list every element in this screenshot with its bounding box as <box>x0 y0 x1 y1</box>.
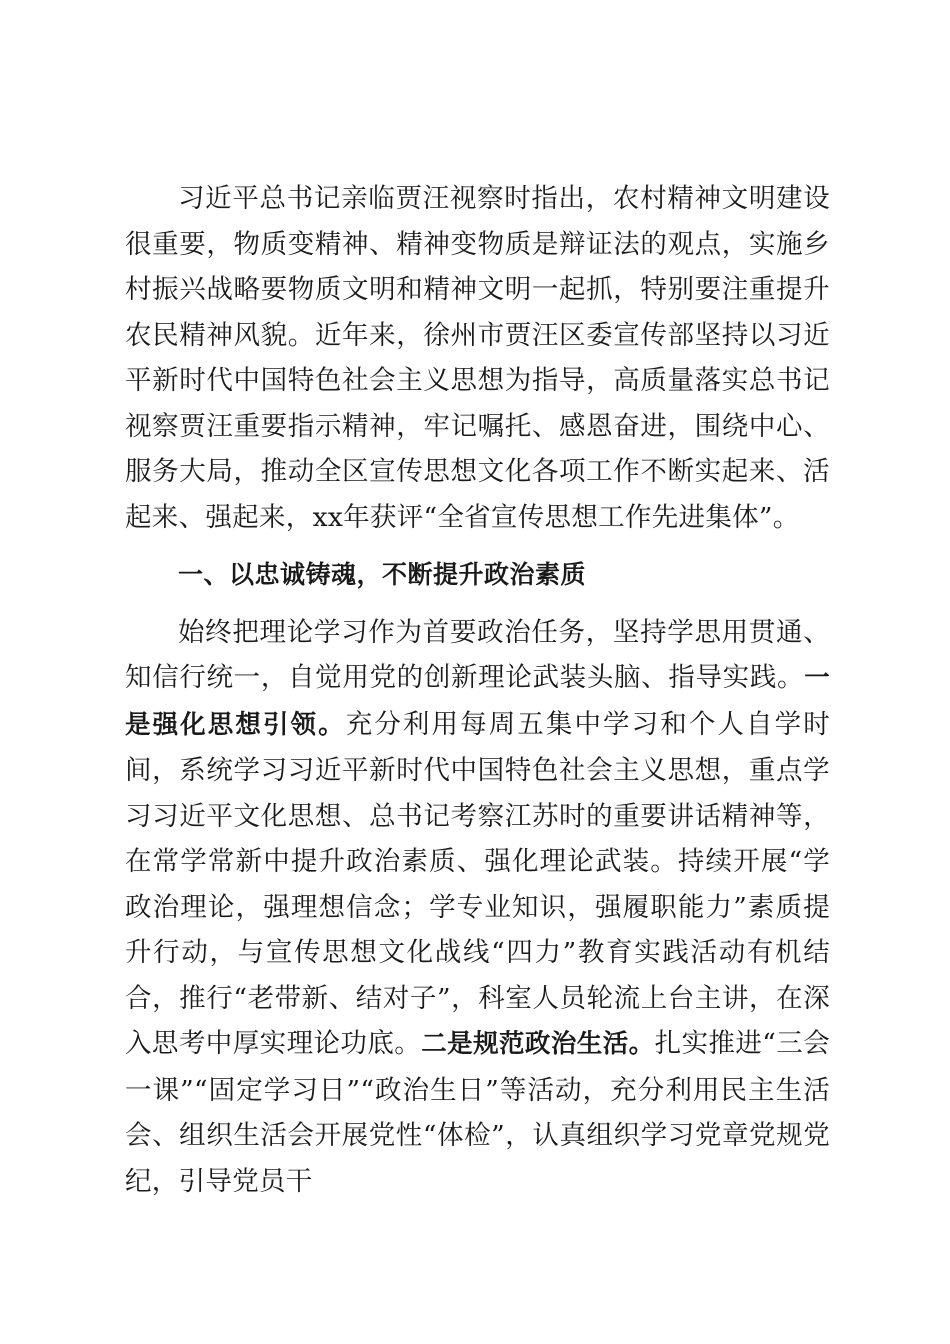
intro-paragraph: 习近平总书记亲临贾汪视察时指出，农村精神文明建设很重要，物质变精神、精神变物质是辩证法的观点，实施乡村振兴战略要物质文明和精神文明一起抓，特别要注重提升农民精神风貌。近年来，徐州市贾汪区委宣传部坚持以习近平新时代中国特色社会主义思想为指导，高质量落实总书记视察贾汪重要指示精神，牢记嘱托、感恩奋进，围绕中心、服务大局，推动全区宣传思想文化各项工作不断实起来、活起来、强起来，xx年获评“全省宣传思想工作先进集体”。 <box>125 183 830 533</box>
point-two-text: 扎实推进“三会一课”“固定学习日”“政治生日”等活动，充分利用民主生活会、组织生活会开展党性“体检”，认真组织学习党章党规党纪，引导党员干 <box>125 1028 830 1197</box>
point-one-text: 充分利用每周五集中学习和个人自学时间，系统学习习近平新时代中国特色社会主义思想，重点学习习近平文化思想、总书记考察江苏时的重要讲话精神等，在常学常新中提升政治素质、强化理论武装。持续开展“学政治理论，强理想信念；学专业知识，强履职能力”素质提升行动，与宣传思想文化战线“四力”教育实践活动有机结合，推行“老带新、结对子”，科室人员轮流上台主讲，在深入思考中厚实理论功底。 <box>125 708 830 1059</box>
point-one-title: 一是强化思想引领。 <box>125 663 830 740</box>
document-page <box>125 176 830 1204</box>
section-heading: 一、以忠诚铸魂，不断提升政治素质 <box>178 560 587 589</box>
point-two-title: 二是规范政治生活。 <box>421 1029 655 1059</box>
section-paragraph <box>125 610 830 1205</box>
section-intro-text: 始终把理论学习作为首要政治任务，坚持学思用贯通、知信行统一，自觉用党的创新理论武装头脑、指导实践。 <box>125 616 830 693</box>
